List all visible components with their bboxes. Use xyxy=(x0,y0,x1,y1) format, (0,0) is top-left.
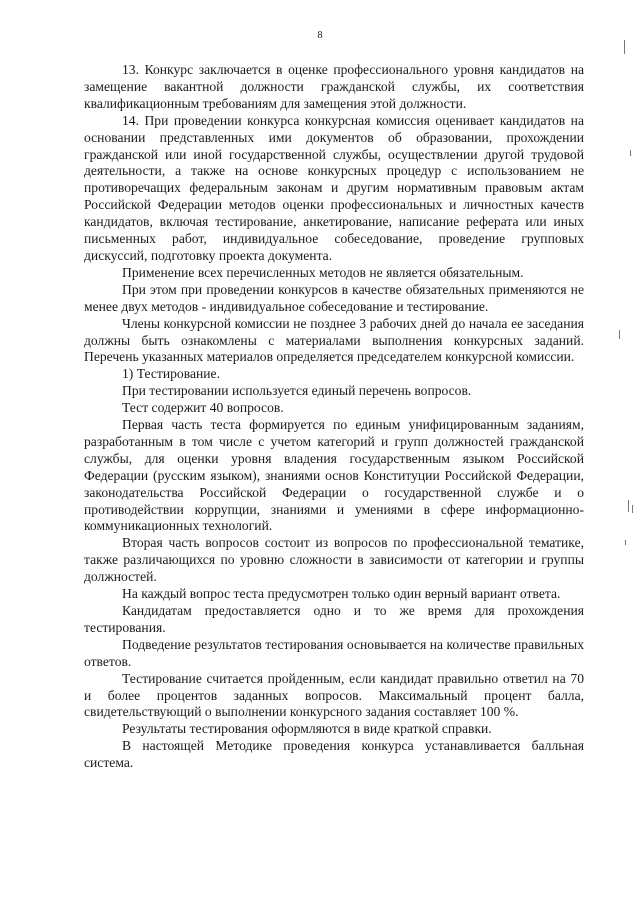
paragraph: При тестировании используется единый перечень вопросов. xyxy=(122,383,472,399)
paragraph: Кандидатам предоставляется одно и то же время для прохождения тестирования. xyxy=(84,603,584,635)
paragraph: Тест содержит 40 вопросов. xyxy=(122,400,284,416)
section-heading-testing: 1) Тестирование. xyxy=(122,366,220,382)
scan-edge-artifacts xyxy=(610,0,640,905)
document-body xyxy=(84,62,584,772)
paragraph: В настоящей Методике проведения конкурса устанавливается балльная система. xyxy=(84,738,584,771)
paragraph: Члены конкурсной комиссии не позднее 3 рабочих дней до начала ее заседания должны быть ознакомлены с материалами выполнения конкурсных заданий. Перечень указанных материалов определяется председателем конкурсной комиссии. xyxy=(84,315,584,365)
paragraph: Применение всех перечисленных методов не является обязательным. xyxy=(122,264,524,280)
paragraph-13: 13. Конкурс заключается в оценке профессионального уровня кандидатов на замещение вакантной должности гражданской службы, их соответствия квалификационным требованиям для замещения этой должности. xyxy=(84,62,584,111)
paragraph: При этом при проведении конкурсов в качестве обязательных применяются не менее двух методов - индивидуальное собеседование и тестирование. xyxy=(84,281,584,314)
paragraph-14: 14. При проведении конкурса конкурсная комиссия оценивает кандидатов на основании представленных ими документов об образовании, прохождении гражданской или иной государственной службы, осуществлении другой трудовой деятельности, а также на основе конкурсных процедур с использованием не противоречащих федеральным законам и другим нормативным правовым актам Российской Федерации методов оценки профессиональных и личностных качеств кандидатов, включая тестирование, анкетирование, написание реферата или иных письменных работ, индивидуальное собеседование, проведение групповых дискуссий, подготовку проекта документа. xyxy=(84,112,584,263)
paragraph: Подведение результатов тестирования основывается на количестве правильных ответов. xyxy=(84,636,584,669)
paragraph: Тестирование считается пройденным, если кандидат правильно ответил на 70 и более процентов заданных вопросов. Максимальный процент балла, свидетельствующий о выполнении конкурсного задания составляет 100 %. xyxy=(84,670,584,720)
paragraph: Результаты тестирования оформляются в виде краткой справки. xyxy=(122,721,492,737)
paragraph: Первая часть теста формируется по единым унифицированным заданиям, разработанным в том числе с учетом категорий и групп должностей гражданской службы, для оценки уровня владения государственным языком Российской Федерации (русским языком), знаниями основ Конституции Российской Федерации, законодательства Российской Федерации о государственной службе и о противодействии коррупции, знаниями и умениями в сфере информационно-коммуникационных технологий. xyxy=(84,417,584,534)
paragraph: Вторая часть вопросов состоит из вопросов по профессиональной тематике, также различающихся по уровню сложности в зависимости от категории и группы должностей. xyxy=(84,535,584,585)
paragraph: На каждый вопрос теста предусмотрен только один верный вариант ответа. xyxy=(122,586,561,602)
page-number: 8 xyxy=(317,30,323,41)
